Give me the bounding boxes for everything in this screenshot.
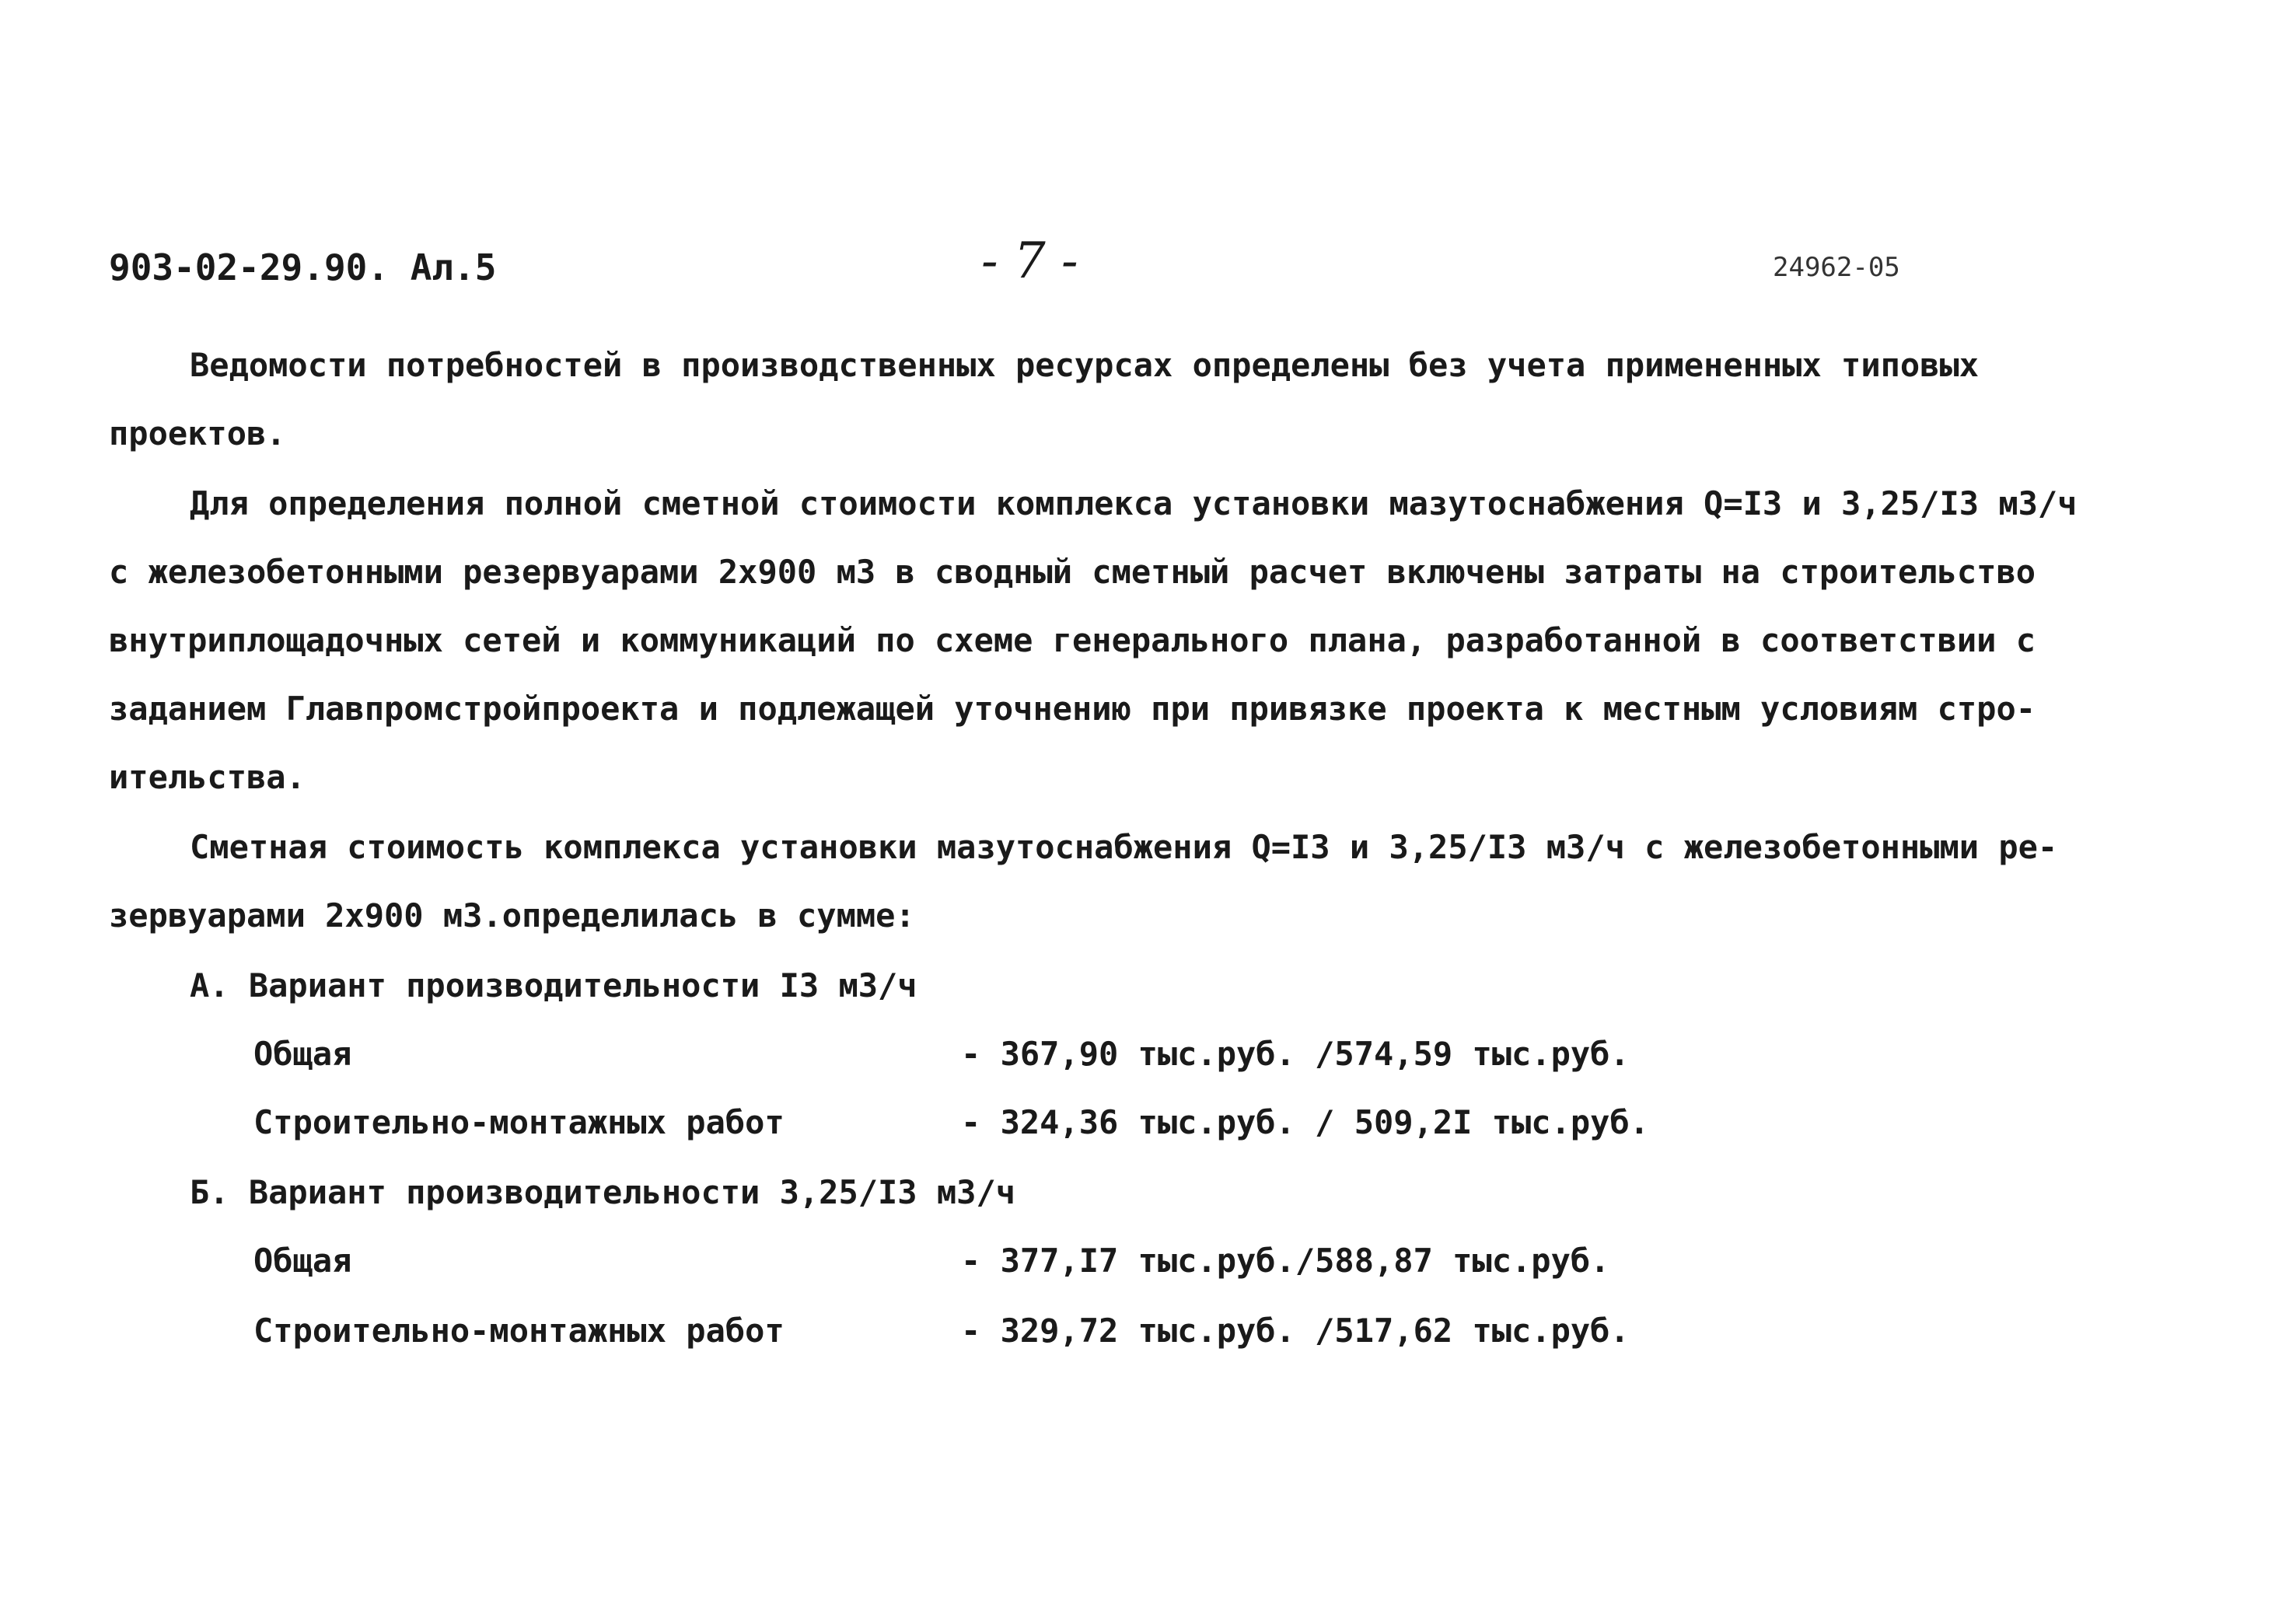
paragraph-2-line-1: Для определения полной сметной стоимости комплекса установки мазутоснабжения Q=I3 и 3,25/I3 м3/ч xyxy=(190,484,2078,522)
variant-b-construction-value: - 329,72 тыс.руб. /517,62 тыс.руб. xyxy=(961,1312,1630,1350)
variant-a-construction-value: - 324,36 тыс.руб. / 509,2I тыс.руб. xyxy=(961,1103,1650,1141)
variant-b-title: Б. Вариант производительности 3,25/I3 м3/ч xyxy=(190,1173,1016,1211)
paragraph-2-line-4: заданием Главпромстройпроекта и подлежащей уточнению при привязке проекта к местным условиям стро- xyxy=(109,690,2036,728)
document-code: 903-02-29.90. Ал.5 xyxy=(109,246,497,288)
variant-b-total-value: - 377,I7 тыс.руб./588,87 тыс.руб. xyxy=(961,1242,1610,1280)
page-number: - 7 - xyxy=(981,232,1078,290)
variant-b-construction-label: Строительно-монтажных работ xyxy=(253,1312,785,1350)
archive-stamp: 24962-05 xyxy=(1773,252,1900,283)
variant-a-construction-label: Строительно-монтажных работ xyxy=(253,1103,785,1141)
variant-a-total-label: Общая xyxy=(253,1035,352,1073)
paragraph-3-line-2: зервуарами 2х900 м3.определилась в сумме: xyxy=(109,896,915,935)
paragraph-2-line-2: с железобетонными резервуарами 2х900 м3 в сводный сметный расчет включены затраты на строительство xyxy=(109,553,2036,591)
paragraph-2-line-5: ительства. xyxy=(109,758,306,796)
paragraph-2-line-3: внутриплощадочных сетей и коммуникаций по схеме генерального плана, разработанной в соответствии с xyxy=(109,621,2036,659)
paragraph-1-line-2: проектов. xyxy=(109,414,286,452)
paragraph-3-line-1: Сметная стоимость комплекса установки мазутоснабжения Q=I3 и 3,25/I3 м3/ч с железобетонными ре- xyxy=(190,828,2058,866)
variant-a-total-value: - 367,90 тыс.руб. /574,59 тыс.руб. xyxy=(961,1035,1630,1073)
variant-a-title: А. Вариант производительности I3 м3/ч xyxy=(190,966,917,1004)
paragraph-1-line-1: Ведомости потребностей в производственных ресурсах определены без учета примененных типовых xyxy=(190,346,1980,384)
variant-b-total-label: Общая xyxy=(253,1242,352,1280)
